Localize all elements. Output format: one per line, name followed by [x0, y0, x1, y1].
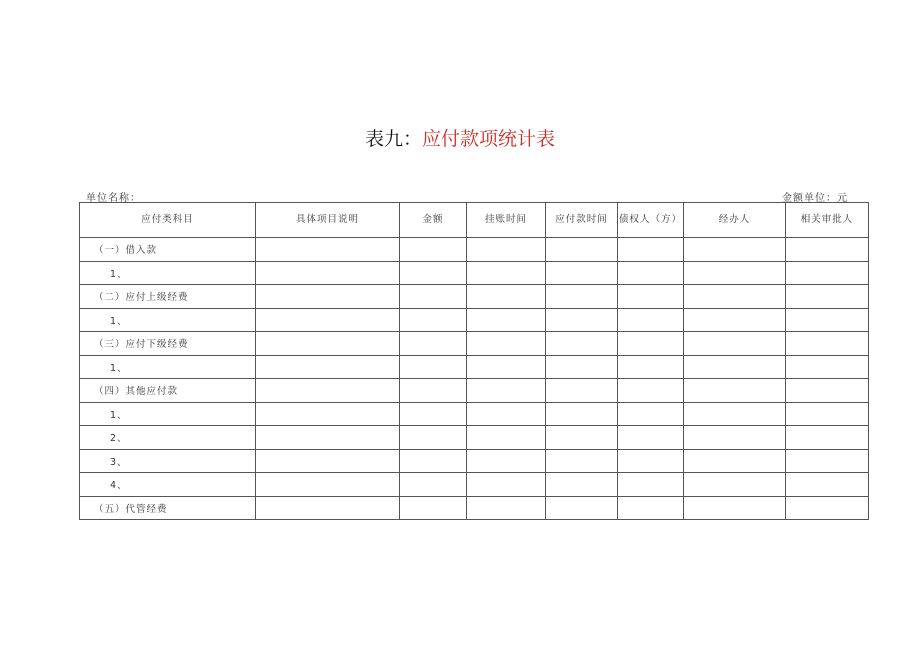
table-cell	[786, 402, 869, 426]
table-cell	[684, 473, 786, 497]
row-label: 2、	[80, 426, 256, 450]
table-cell	[684, 308, 786, 332]
table-cell	[618, 473, 684, 497]
table-cell	[618, 238, 684, 262]
header-cell: 相关审批人	[786, 203, 869, 238]
table-cell	[684, 496, 786, 520]
table-cell	[786, 355, 869, 379]
table-cell	[256, 332, 400, 356]
table-cell	[786, 426, 869, 450]
amount-unit-label: 金额单位：元	[782, 193, 848, 204]
table-cell	[400, 426, 467, 450]
table-cell	[256, 402, 400, 426]
table-cell	[256, 426, 400, 450]
table-cell	[684, 402, 786, 426]
row-label: 1、	[80, 402, 256, 426]
table-row	[80, 473, 869, 497]
table-cell	[546, 355, 618, 379]
table-cell	[786, 379, 869, 403]
table-cell	[467, 449, 546, 473]
table-row	[80, 261, 869, 285]
row-label: （三）应付下级经费	[80, 332, 256, 356]
header-cell: 应付款时间	[546, 203, 618, 238]
table-cell	[618, 332, 684, 356]
table-cell	[467, 379, 546, 403]
table-cell	[546, 496, 618, 520]
table-cell	[467, 332, 546, 356]
table-cell	[400, 261, 467, 285]
header-cell: 经办人	[684, 203, 786, 238]
table-cell	[546, 332, 618, 356]
table-cell	[618, 426, 684, 450]
header-cell: 债权人（方）	[618, 203, 684, 238]
table-cell	[618, 402, 684, 426]
table-cell	[467, 473, 546, 497]
table-cell	[400, 332, 467, 356]
header-cell: 金额	[400, 203, 467, 238]
table-row	[80, 426, 869, 450]
table-cell	[618, 379, 684, 403]
table-cell	[256, 496, 400, 520]
table-cell	[467, 285, 546, 309]
table-cell	[467, 402, 546, 426]
header-cell: 挂账时间	[467, 203, 546, 238]
row-label: （五）代管经费	[80, 496, 256, 520]
page-title	[0, 127, 920, 151]
header-cell: 应付类科目	[80, 203, 256, 238]
table-cell	[618, 449, 684, 473]
table-cell	[786, 332, 869, 356]
table-cell	[400, 379, 467, 403]
table-cell	[400, 285, 467, 309]
table-cell	[684, 261, 786, 285]
table-row	[80, 496, 869, 520]
table-cell	[546, 285, 618, 309]
table-cell	[546, 473, 618, 497]
header-cell: 具体项目说明	[256, 203, 400, 238]
table-cell	[546, 379, 618, 403]
table-cell	[400, 473, 467, 497]
table-cell	[467, 496, 546, 520]
table-cell	[786, 285, 869, 309]
table-cell	[684, 355, 786, 379]
row-label: 3、	[80, 449, 256, 473]
table-cell	[400, 355, 467, 379]
table-cell	[684, 426, 786, 450]
table-cell	[618, 355, 684, 379]
table-cell	[400, 308, 467, 332]
table-cell	[684, 379, 786, 403]
table-cell	[786, 238, 869, 262]
table-row	[80, 285, 869, 309]
table-cell	[546, 261, 618, 285]
table-row	[80, 238, 869, 262]
table-cell	[400, 402, 467, 426]
table-cell	[618, 496, 684, 520]
table-cell	[400, 238, 467, 262]
row-label: 1、	[80, 308, 256, 332]
table-row	[80, 402, 869, 426]
table-cell	[256, 285, 400, 309]
table-cell	[684, 238, 786, 262]
table-cell	[256, 238, 400, 262]
table-row	[80, 449, 869, 473]
table-row	[80, 355, 869, 379]
table-cell	[546, 308, 618, 332]
table-cell	[256, 473, 400, 497]
table-cell	[786, 261, 869, 285]
table-cell	[546, 238, 618, 262]
table-row	[80, 332, 869, 356]
table-cell	[256, 379, 400, 403]
table-cell	[256, 308, 400, 332]
table-cell	[786, 308, 869, 332]
table-cell	[684, 449, 786, 473]
payables-table	[79, 202, 869, 520]
table-cell	[786, 473, 869, 497]
title-prefix: 表九：	[364, 128, 422, 150]
table-row	[80, 308, 869, 332]
table-cell	[400, 449, 467, 473]
table-cell	[467, 261, 546, 285]
table-cell	[546, 449, 618, 473]
table-cell	[618, 285, 684, 309]
table-cell	[618, 308, 684, 332]
table-row	[80, 379, 869, 403]
row-label: 1、	[80, 261, 256, 285]
title-suffix: 应付款项统计表	[422, 128, 556, 150]
table-cell	[786, 496, 869, 520]
row-label: （二）应付上级经费	[80, 285, 256, 309]
table-cell	[467, 308, 546, 332]
header-row	[80, 203, 869, 238]
table-cell	[618, 261, 684, 285]
table-cell	[467, 238, 546, 262]
unit-name-label: 单位名称：	[86, 193, 141, 204]
row-label: （一）借入款	[80, 238, 256, 262]
table-cell	[467, 355, 546, 379]
table-cell	[546, 402, 618, 426]
table-cell	[256, 449, 400, 473]
table-cell	[256, 355, 400, 379]
table-cell	[786, 449, 869, 473]
row-label: （四）其他应付款	[80, 379, 256, 403]
table-cell	[684, 285, 786, 309]
table-cell	[546, 426, 618, 450]
table-cell	[684, 332, 786, 356]
table-cell	[400, 496, 467, 520]
table-cell	[256, 261, 400, 285]
row-label: 4、	[80, 473, 256, 497]
table-cell	[467, 426, 546, 450]
row-label: 1、	[80, 355, 256, 379]
